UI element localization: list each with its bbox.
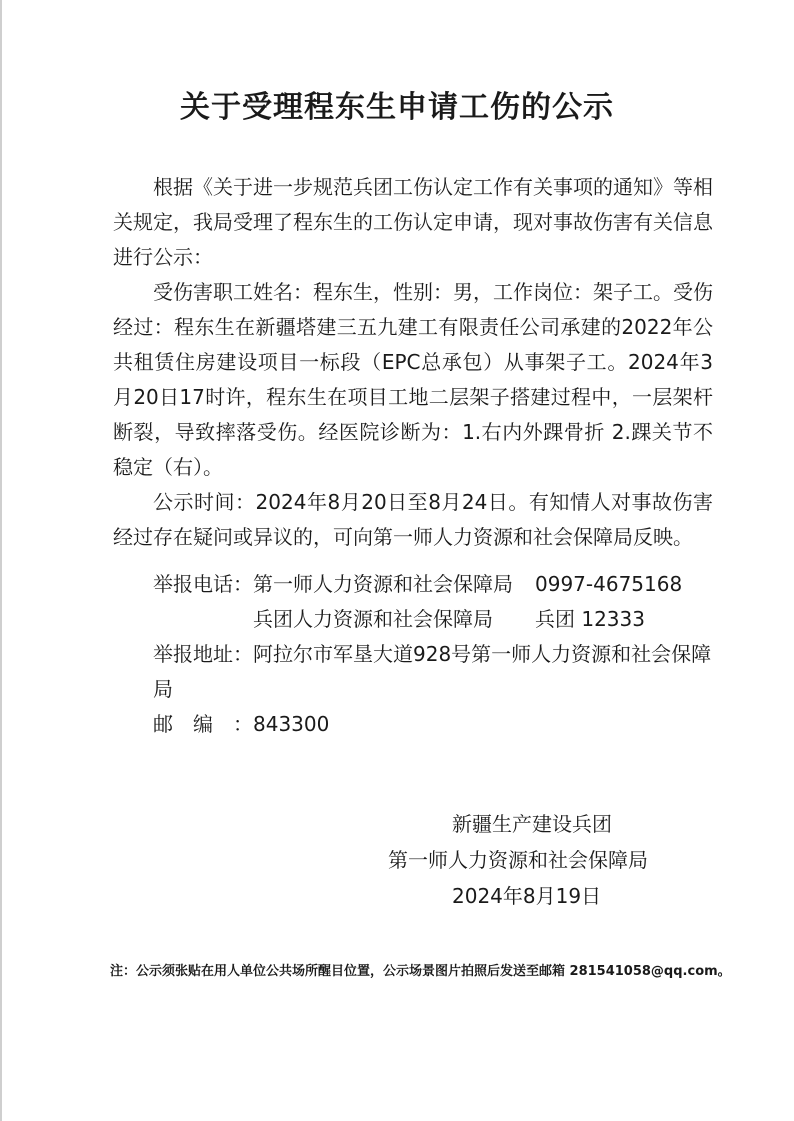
report-postcode: 843300: [253, 712, 330, 736]
report-phone-row-2: [113, 602, 713, 637]
report-phone-org-1: 第一师人力资源和社会保障局: [253, 572, 513, 596]
report-info: [113, 567, 713, 742]
signature-date: 2024年8月19日: [452, 884, 602, 908]
signature-org-line-1: 新疆生产建设兵团: [452, 812, 612, 836]
paragraph-notice-period: 公示时间：2024年8月20日至8月24日。有知情人对事故伤害经过存在疑问或异议的，可向第一师人力资源和社会保障局反映。: [113, 490, 713, 549]
signature-org-line-2: 第一师人力资源和社会保障局: [388, 848, 648, 872]
report-postcode-label: 邮编：: [153, 712, 253, 736]
footnote: 注：公示须张贴在用人单位公共场所醒目位置，公示场景图片拍照后发送至邮箱 281541058@qq.com。: [110, 964, 731, 979]
report-address-row: [113, 637, 713, 707]
report-phone-row-1: [113, 567, 713, 602]
report-phone-1: 0997-4675168: [535, 572, 683, 596]
notice-body: [113, 170, 713, 555]
report-phone-2: 兵团 12333: [535, 607, 645, 631]
report-phone-org-2: 兵团人力资源和社会保障局: [253, 607, 493, 631]
paragraph-intro: 根据《关于进一步规范兵团工伤认定工作有关事项的通知》等相关规定，我局受理了程东生的工伤认定申请，现对事故伤害有关信息进行公示：: [113, 175, 713, 269]
signature-block: [380, 806, 680, 914]
report-address: 阿拉尔市军垦大道928号第一师人力资源和社会保障局: [153, 642, 712, 701]
document-title: 关于受理程东生申请工伤的公示: [180, 90, 614, 125]
paragraph-injury-details: 受伤害职工姓名：程东生，性别：男，工作岗位：架子工。受伤经过：程东生在新疆塔建三五九建工有限责任公司承建的2022年公共租赁住房建设项目一标段（EPC总承包）从事架子工。2024年3月20日17时许，程东生在项目工地二层架子搭建过程中，一层架杆断裂，导致摔落受伤。经医院诊断为：1.右内外踝骨折 2.踝关节不稳定（右）。: [113, 280, 713, 479]
report-postcode-row: [113, 707, 713, 742]
report-address-label: 举报地址：: [153, 642, 253, 666]
report-phone-label: 举报电话：: [153, 572, 253, 596]
